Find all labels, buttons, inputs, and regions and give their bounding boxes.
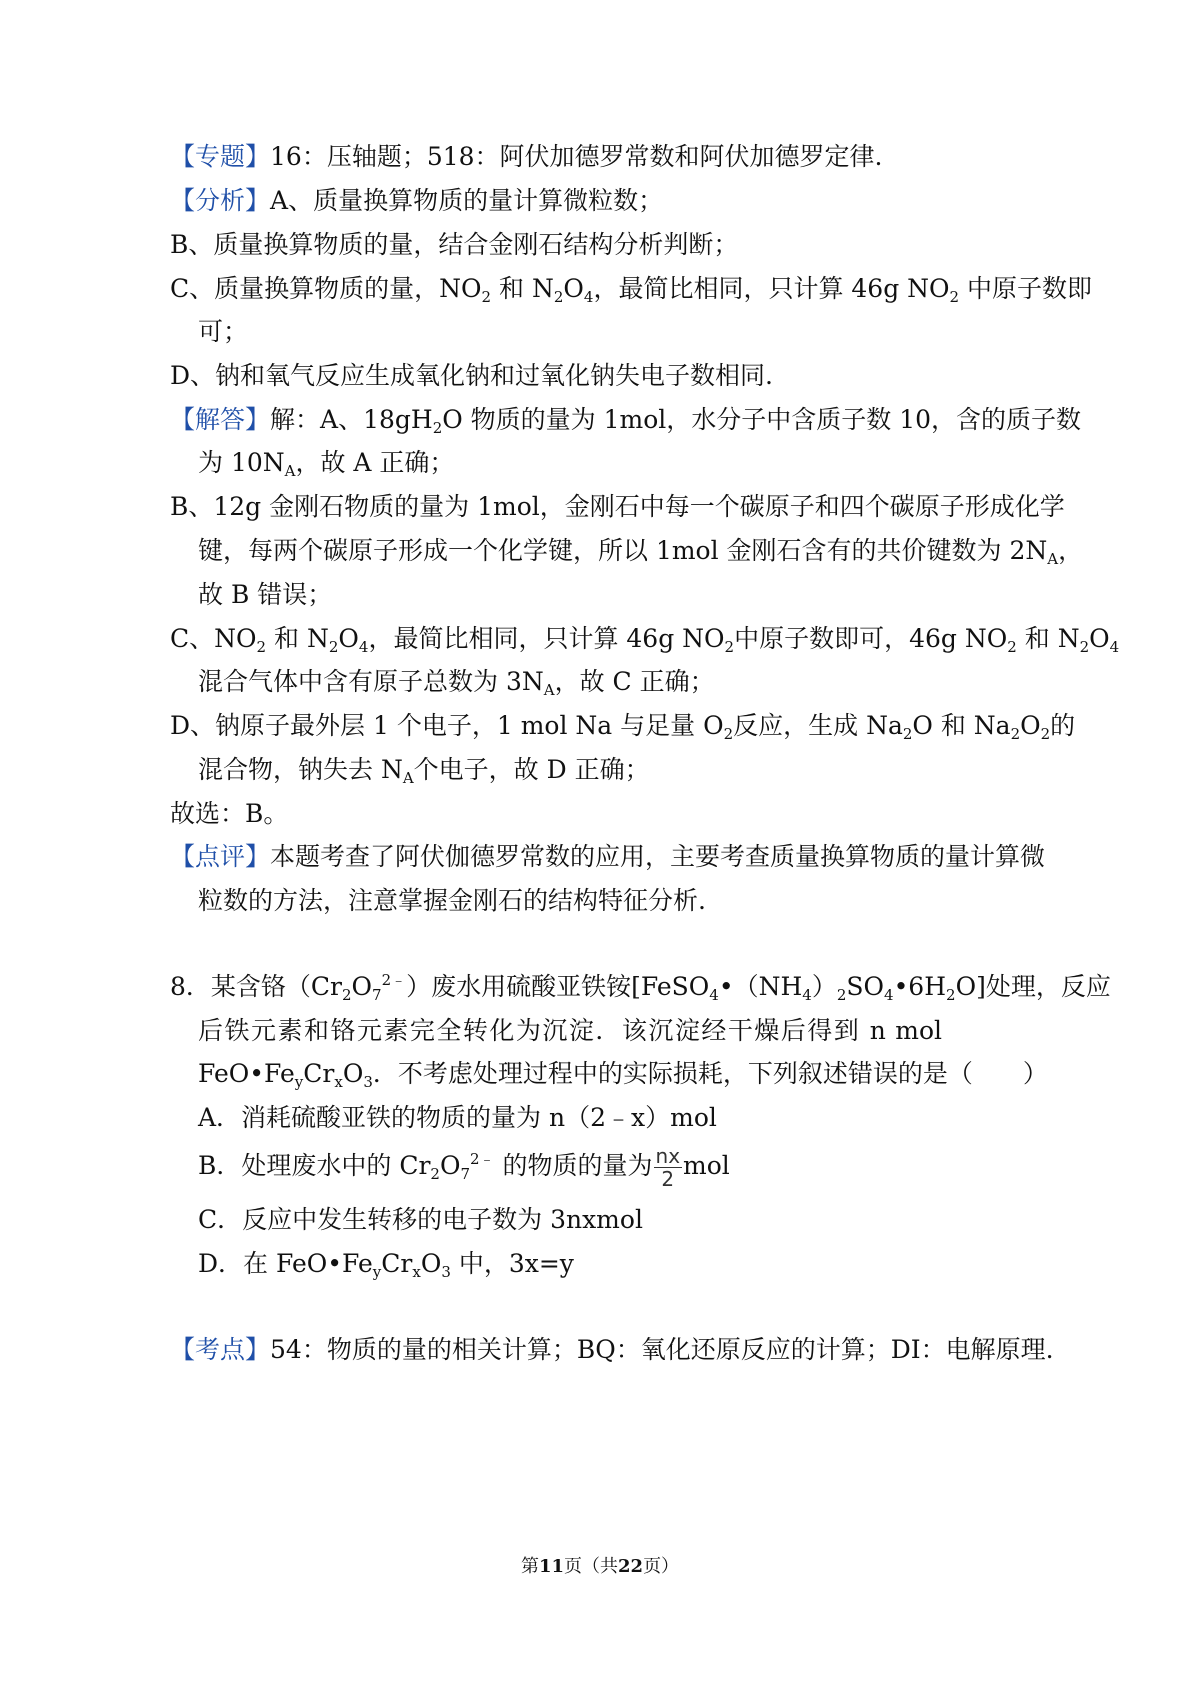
topic-tag: 【专题】 xyxy=(170,142,271,171)
comment-tag: 【点评】 xyxy=(170,842,271,871)
q8-option-a: A．消耗硫酸亚铁的物质的量为 n（2﹣x）mol xyxy=(198,1103,717,1132)
answer-tag: 【解答】 xyxy=(170,405,271,434)
page-number: 11 xyxy=(538,1556,564,1577)
kaodian-tag: 【考点】 xyxy=(170,1335,271,1364)
q8-option-b: B．处理废水中的 $Cr_2O_7^{2﹣}$ 的物质的量为 $\frac{nx}{2}$ mol xyxy=(198,1144,730,1191)
answer-line-a-cont: 为 $10N_A$，故 A 正确； xyxy=(198,448,455,480)
analysis-line-a: 【分析】A、质量换算物质的量计算微粒数； xyxy=(170,186,664,215)
page-footer: 第11页（共22页） xyxy=(520,1556,680,1577)
topic-text: 16：压轴题；518：阿伏加德罗常数和阿伏加德罗定律. xyxy=(270,142,883,171)
answer-line-d-cont: 混合物，钠失去 $N_A$个电子，故 D 正确； xyxy=(198,755,650,787)
answer-line-c: C、$NO_2$ 和 $N_2O_4$，最简比相同，只计算 46g $NO_2$中原子数即可，46g $NO_2$ 和 $N_2O_4$ xyxy=(170,624,1120,656)
answer-line-b-cont2: 故 B 错误； xyxy=(198,580,333,609)
answer-line-c-cont: 混合气体中含有原子总数为 $3N_A$，故 C 正确； xyxy=(198,667,715,699)
analysis-line-b: B、质量换算物质的量，结合金刚石结构分析判断； xyxy=(170,230,739,259)
comment-line-1: 【点评】本题考查了阿伏伽德罗常数的应用，主要考查质量换算物质的量计算微 xyxy=(170,842,1046,871)
q8-stem-line-3: $FeO•Fe_yCr_xO_3$．不考虑处理过程中的实际损耗，下列叙述错误的是（ ） xyxy=(198,1059,1048,1091)
kaodian-line: 【考点】54：物质的量的相关计算；BQ：氧化还原反应的计算；DI：电解原理. xyxy=(170,1335,1054,1364)
answer-line-d: D、钠原子最外层 1 个电子，1 mol Na 与足量 $O_2$反应，生成 $Na_2O$ 和 $Na_2O_2$的 xyxy=(170,711,1076,743)
q8-option-d: D．在 $FeO•Fe_yCr_xO_3$ 中，3x=y xyxy=(198,1249,574,1281)
analysis-tag: 【分析】 xyxy=(170,186,271,215)
answer-line-b: B、12g 金刚石物质的量为 1mol，金刚石中每一个碳原子和四个碳原子形成化学 xyxy=(170,492,1065,521)
page-total: 22 xyxy=(618,1556,644,1577)
answer-choice: 故选：B。 xyxy=(170,799,289,828)
answer-line-b-cont1: 键，每两个碳原子形成一个化学键，所以 1mol 金刚石含有的共价键数为 $2N_A$， xyxy=(198,536,1084,568)
analysis-line-d: D、钠和氧气反应生成氧化钠和过氧化钠失电子数相同. xyxy=(170,361,773,390)
q8-stem-line-2: 后铁元素和铬元素完全转化为沉淀．该沉淀经干燥后得到 n mol xyxy=(198,1016,942,1045)
analysis-line-c: C、质量换算物质的量，$NO_2$ 和 $N_2O_4$，最简比相同，只计算 46g $NO_2$ 中原子数即 xyxy=(170,274,1093,306)
q8-option-c: C．反应中发生转移的电子数为 3nxmol xyxy=(198,1205,643,1234)
analysis-line-c-cont: 可； xyxy=(198,317,249,346)
comment-line-2: 粒数的方法，注意掌握金刚石的结构特征分析. xyxy=(198,886,706,915)
fraction-nx-over-2: $\frac{nx}{2}$ xyxy=(655,1144,681,1191)
q8-stem-line-1: 8．某含铬$(Cr_2O_7^{2﹣})$废水用硫酸亚铁铵$[FeSO_4•(NH_4)_2SO_4•6H_2O]$处理，反应 xyxy=(170,971,1111,1004)
topic-line xyxy=(170,140,883,174)
answer-line-a: 【解答】解：A、$18gH_2O$ 物质的量为 1mol，水分子中含质子数 10，含的质子数 xyxy=(170,405,1082,437)
